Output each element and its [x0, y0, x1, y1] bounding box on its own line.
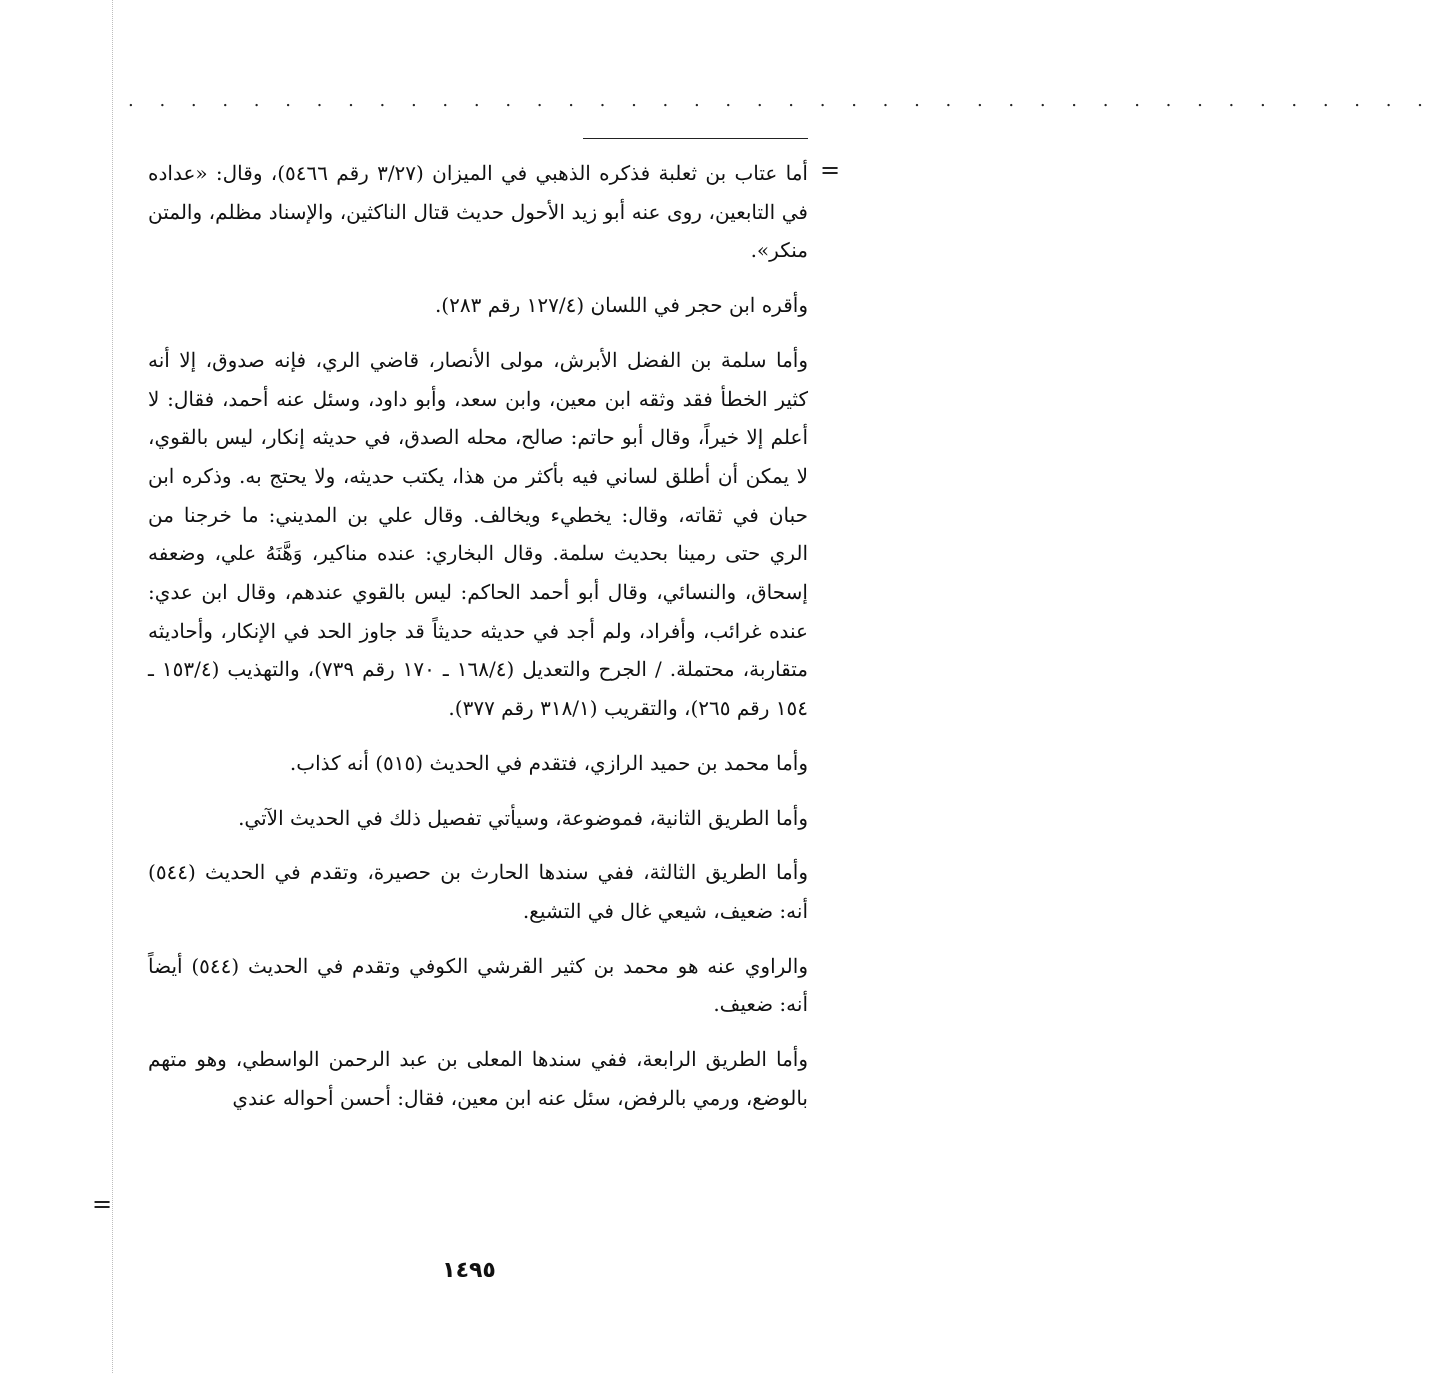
continuation-mark-bottom: = — [92, 1190, 113, 1218]
paragraph-fourth-route: وأما الطريق الرابعة، ففي سندها المعلى بن عبد الرحمن الواسطي، وهو متهم بالوضع، ورمي بالرفض، سئل عنه ابن معين، فقال: أحسن أحواله عندي — [148, 1047, 808, 1110]
continuation-mark-top: = — [820, 156, 841, 184]
paragraph-muhammad-humaid: وأما محمد بن حميد الرازي، فتقدم في الحديث (٥١٥) أنه كذاب. — [289, 750, 808, 775]
footnote-text — [148, 154, 808, 1133]
paragraph-attab: أما عتاب بن ثعلبة فذكره الذهبي في الميزان (٣/٢٧ رقم ٥٤٦٦)، وقال: «عداده في التابعين، روى عنه أبو زيد الأحول حديث قتال الناكثين، والإسناد مظلم، والمتن منكر». — [148, 161, 808, 263]
footnote-separator — [583, 138, 808, 139]
paragraph-salama: وأما سلمة بن الفضل الأبرش، مولى الأنصار، قاضي الري، فإنه صدوق، إلا أنه كثير الخطأ فقد وثقه ابن معين، وابن سعد، وأبو داود، وسئل عنه أحمد، فقال: لا أعلم إلا خيراً، وقال أبو حاتم: صالح، محله الصدق، في حديثه إنكار، ليس بالقوي، لا يمكن أن أطلق لساني فيه بأكثر من هذا، يكتب حديثه، ولا يحتج به. وذكره ابن حبان في ثقاته، وقال: يخطيء ويخالف. وقال علي بن المديني: ما خرجنا من الري حتى رمينا بحديث سلمة. وقال البخاري: عنده مناكير، وَهَّنَهُ علي، وضعفه إسحاق، والنسائي، وقال أبو أحمد الحاكم: ليس بالقوي عندهم، وقال ابن عدي: عنده غرائب، وأفراد، ولم أجد في حديثه حديثاً قد جاوز الحد في الإنكار، وأحاديثه متقاربة، محتملة. / الجرح والتعديل (١٦٨/٤ ـ ١٧٠ رقم ٧٣٩)، والتهذيب (١٥٣/٤ ـ ١٥٤ رقم ٢٦٥)، والتقريب (٣١٨/١ رقم ٣٧٧). — [148, 347, 809, 721]
paragraph-third-route: وأما الطريق الثالثة، ففي سندها الحارث بن حصيرة، وتقدم في الحديث (٥٤٤) أنه: ضعيف، شيعي غال في التشيع. — [148, 860, 808, 923]
paragraph-second-route: وأما الطريق الثانية، فموضوعة، وسيأتي تفصيل ذلك في الحديث الآتي. — [238, 805, 808, 830]
page-number: ١٤٩٥ — [442, 1258, 496, 1283]
paragraph-narrator: والراوي عنه هو محمد بن كثير القرشي الكوفي وتقدم في الحديث (٥٤٤) أيضاً أنه: ضعيف. — [148, 953, 808, 1017]
margin-rule — [112, 0, 113, 1373]
paragraph-ibn-hajar: وأقره ابن حجر في اللسان (١٢٧/٤ رقم ٢٨٣). — [434, 293, 808, 318]
header-dotted-line: . . . . . . . . . . . . . . . . . . . . . . . . . . . . . . . . . . . . . . . . . . — [128, 90, 1433, 111]
